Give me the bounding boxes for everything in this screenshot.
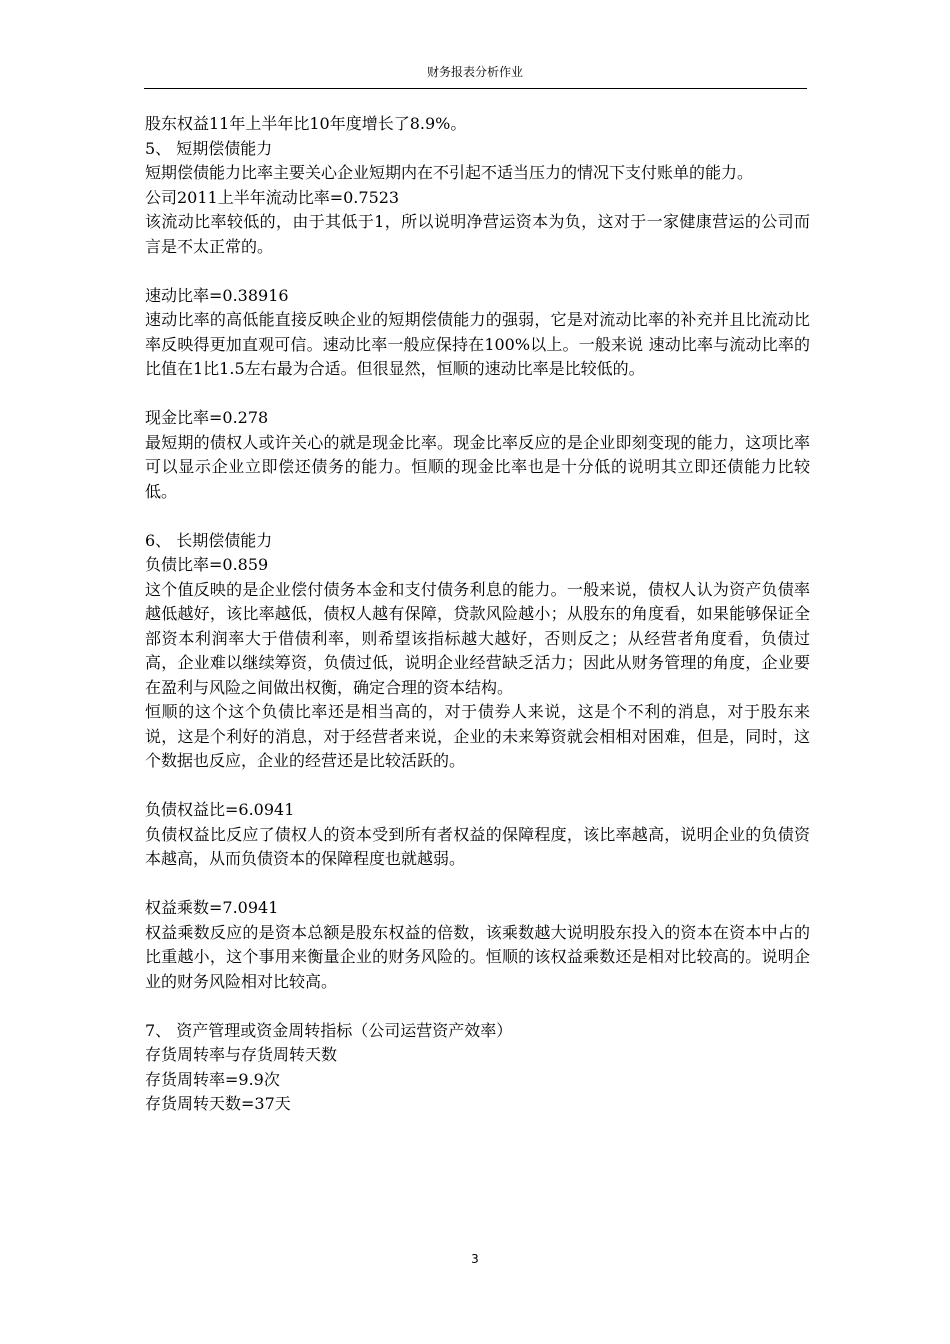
paragraph: 股东权益11年上半年比10年度增长了8.9%。 [145, 114, 467, 133]
paragraph: 存货周转率与存货周转天数 [145, 1045, 338, 1064]
paragraph: 权益乘数反应的是资本总额是股东权益的倍数，该乘数越大说明股东投入的资本在资本中占的比重越小，这个事用来衡量企业的财务风险的。恒顺的该权益乘数还是相对比较高的。说明企业的财务风险相对比较高。 [145, 922, 810, 991]
blank-line [145, 382, 810, 407]
paragraph: 短期偿债能力比率主要关心企业短期内在不引起不适当压力的情况下支付账单的能力。 [145, 163, 754, 182]
blank-line [145, 259, 810, 284]
page-header-title: 财务报表分析作业 [426, 65, 523, 79]
paragraph: 公司2011上半年流动比率=0.7523 [145, 187, 400, 207]
paragraph: 6、 长期偿债能力 [145, 530, 273, 550]
blank-line [145, 774, 810, 799]
page-number: 3 [471, 1252, 479, 1266]
paragraph: 现金比率=0.278 [145, 408, 269, 427]
paragraph: 速动比率的高低能直接反映企业的短期偿债能力的强弱，它是对流动比率的补充并且比流动比率反映得更加直观可信。速动比率一般应保持在100%以上。一般来说 速动比率与流动比率的比值在1比1.5左右最为合适。但很显然，恒顺的速动比率是比较低的。 [145, 310, 810, 378]
paragraph: 该流动比率较低的，由于其低于1，所以说明净营运资本为负，这对于一家健康营运的公司而言是不太正常的。 [145, 212, 810, 256]
paragraph: 5、 短期偿债能力 [145, 138, 273, 158]
paragraph: 这个值反映的是企业偿付债务本金和支付债务利息的能力。一般来说，债权人认为资产负债率越低越好，该比率越低，债权人越有保障，贷款风险越小；从股东的角度看，如果能够保证全部资本利润率大于借债利率，则希望该指标越大越好，否则反之；从经营者角度看，负债过高，企业难以继续筹资，负债过低，说明企业经营缺乏活力；因此从财务管理的角度，企业要在盈利与风险之间做出权衡，确定合理的资本结构。 [145, 579, 810, 697]
blank-line [145, 872, 810, 897]
paragraph: 存货周转率=9.9次 [145, 1069, 280, 1089]
paragraph: 恒顺的这个这个负债比率还是相当高的，对于债券人来说，这是个不利的消息，对于股东来说，这是个利好的消息，对于经营者来说，企业的未来筹资就会相相对困难，但是，同时，这个数据也反应，企业的经营还是比较活跃的。 [145, 702, 810, 770]
blank-line [145, 994, 810, 1019]
paragraph: 最短期的债权人或许关心的就是现金比率。现金比率反应的是企业即刻变现的能力，这项比率可以显示企业立即偿还债务的能力。恒顺的现金比率也是十分低的说明其立即还债能力比较低。 [145, 432, 810, 501]
paragraph: 存货周转天数=37天 [145, 1094, 291, 1113]
header-divider [144, 88, 807, 89]
document-body [145, 112, 810, 1117]
paragraph: 负债比率=0.859 [145, 555, 269, 574]
blank-line [145, 504, 810, 529]
paragraph: 负债权益比=6.0941 [145, 800, 295, 819]
paragraph: 负债权益比反应了债权人的资本受到所有者权益的保障程度，该比率越高，说明企业的负债资本越高，从而负债资本的保障程度也就越弱。 [145, 824, 810, 868]
paragraph: 7、 资产管理或资金周转指标（公司运营资产效率） [145, 1020, 513, 1040]
paragraph: 权益乘数=7.0941 [145, 898, 279, 917]
paragraph: 速动比率=0.38916 [145, 285, 289, 305]
